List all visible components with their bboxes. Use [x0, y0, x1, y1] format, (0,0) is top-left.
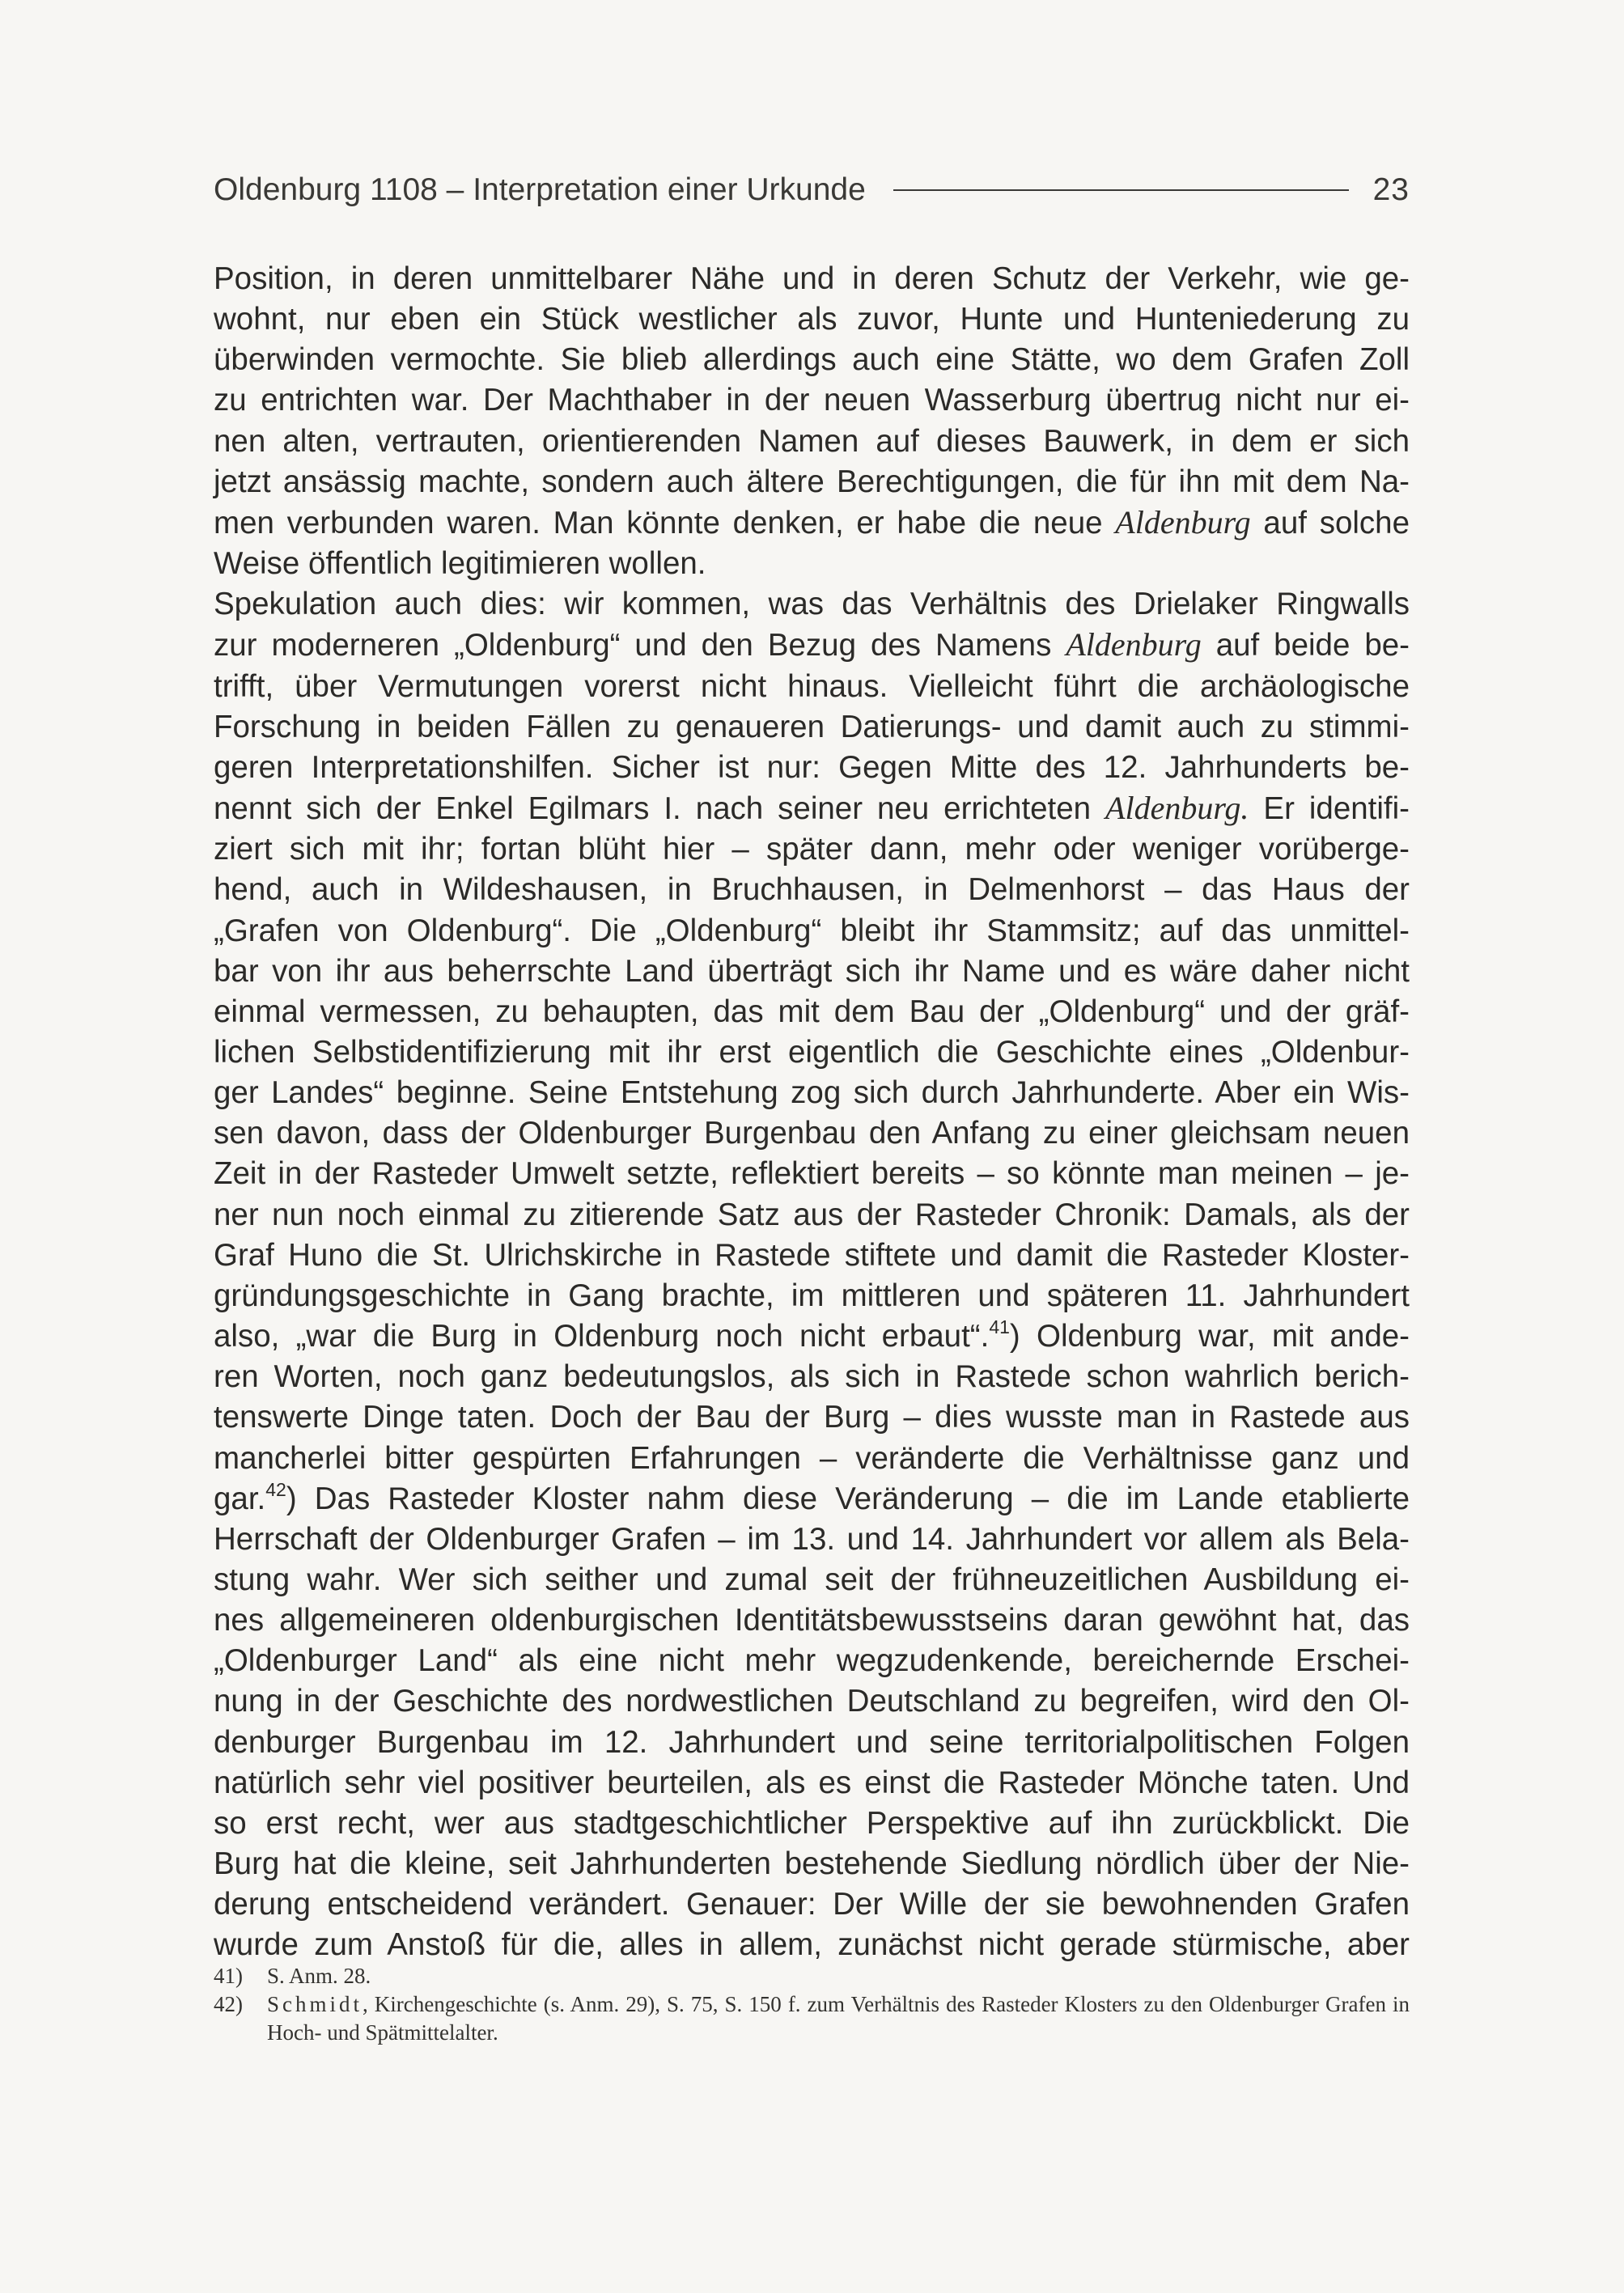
- text-segment: ) Oldenburg war, mit ande-: [1009, 1319, 1410, 1354]
- text-segment: zur moderneren „Oldenburg“ und den Bezug des Namens: [214, 628, 1052, 663]
- text-line: gründungsgeschichte in Gang brachte, im mittleren und späteren 11. Jahrhundert: [214, 1278, 1410, 1313]
- text-segment: also, „war die Burg in Oldenburg noch nicht erbaut“.: [214, 1319, 990, 1354]
- text-line: stung wahr. Wer sich seither und zumal seit der frühneuzeitlichen Ausbildung ei-: [214, 1562, 1410, 1597]
- text-line: denburger Burgenbau im 12. Jahrhundert und seine territorialpolitischen Folgen: [214, 1724, 1410, 1760]
- text-line: zu entrichten war. Der Machthaber in der neuen Wasserburg übertrug nicht nur ei-: [214, 383, 1410, 418]
- running-header: [214, 166, 1410, 214]
- header-rule: [893, 189, 1349, 191]
- paragraph-1: [214, 259, 1410, 584]
- text-line: Weise öffentlich legitimieren wollen.: [214, 546, 706, 582]
- text-line: Graf Huno die St. Ulrichskirche in Rastede stiftete und damit die Rasteder Kloster-: [214, 1237, 1410, 1273]
- text-line: Zeit in der Rasteder Umwelt setzte, reflektiert bereits – so könnte man meinen – je-: [214, 1156, 1410, 1192]
- text-line: bar von ihr aus beherrschte Land überträgt sich ihr Name und es wäre daher nicht: [214, 953, 1410, 989]
- text-segment: nennt sich der Enkel Egilmars I. nach seiner neu errichteten: [214, 791, 1092, 827]
- text-line: Spekulation auch dies: wir kommen, was das Verhältnis des Drielaker Ringwalls: [214, 587, 1410, 622]
- body-text: [214, 259, 1410, 1966]
- text-line: nen alten, vertrauten, orientierenden Namen auf dieses Bauwerk, in dem er sich: [214, 423, 1410, 459]
- italic-term: Aldenburg: [1066, 626, 1202, 663]
- text-line: einmal vermessen, zu behaupten, das mit dem Bau der „Oldenburg“ und der gräf-: [214, 994, 1410, 1029]
- text-line: Burg hat die kleine, seit Jahrhunderten bestehende Siedlung nördlich über der Nie-: [214, 1846, 1410, 1882]
- text-line: sen davon, dass der Oldenburger Burgenbau den Anfang zu einer gleichsam neuen: [214, 1116, 1410, 1151]
- footnote-number: 41): [214, 1964, 243, 1988]
- text-line: [214, 788, 1410, 829]
- text-line: ner nun noch einmal zu zitierende Satz aus der Rasteder Chronik: Damals, als der: [214, 1197, 1410, 1232]
- text-line: lichen Selbstidentifizierung mit ihr erst eigentlich die Geschichte eines „Oldenbur-: [214, 1034, 1410, 1070]
- text-line: jetzt ansässig machte, sondern auch ältere Berechtigungen, die für ihn mit dem Na-: [214, 464, 1410, 499]
- text-line: geren Interpretationshilfen. Sicher ist nur: Gegen Mitte des 12. Jahrhunderts be-: [214, 749, 1410, 785]
- text-line: wohnt, nur eben ein Stück westlicher als zuvor, Hunte und Hunteniederung zu: [214, 302, 1410, 337]
- text-line: überwinden vermochte. Sie blieb allerdings auch eine Stätte, wo dem Grafen Zoll: [214, 342, 1410, 378]
- footnote-text: [267, 1990, 1410, 2047]
- text-line: so erst recht, wer aus stadtgeschichtlicher Perspektive auf ihn zurückblickt. Die: [214, 1805, 1410, 1841]
- footnote-text: S. Anm. 28.: [267, 1964, 371, 1988]
- text-line: trifft, über Vermutungen vorerst nicht hinaus. Vielleicht führt die archäologische: [214, 668, 1410, 704]
- footnote-42: [214, 1990, 1410, 2047]
- footnote-text-rest: , Kirchengeschichte (s. Anm. 29), S. 75, S. 150 f. zum Verhältnis des Rasteder Klosters zu den Oldenburger Grafen in Hoch- und Spätmittelalter.: [267, 1992, 1410, 2045]
- footnote-41: [214, 1962, 1410, 1990]
- text-line: mancherlei bitter gespürten Erfahrungen – veränderte die Verhältnisse ganz und: [214, 1440, 1410, 1476]
- text-line: ren Worten, noch ganz bedeutungslos, als sich in Rastede schon wahrlich berich-: [214, 1359, 1410, 1395]
- paragraph-2: [214, 584, 1410, 1965]
- text-line: [214, 1316, 1410, 1357]
- text-line: [214, 625, 1410, 666]
- text-line: Forschung in beiden Fällen zu genaueren Datierungs- und damit auch zu stimmi-: [214, 709, 1410, 744]
- text-line: Position, in deren unmittelbarer Nähe und in deren Schutz der Verkehr, wie ge-: [214, 261, 1410, 296]
- text-line: tenswerte Dinge taten. Doch der Bau der Burg – dies wusste man in Rastede aus: [214, 1400, 1410, 1435]
- italic-term: Aldenburg: [1115, 503, 1251, 540]
- italic-term: Aldenburg.: [1105, 790, 1249, 827]
- text-segment: auf beide be-: [1215, 628, 1410, 663]
- text-line: [214, 1479, 1410, 1519]
- footnote-ref-41[interactable]: 41: [989, 1316, 1010, 1338]
- text-segment: gar.: [214, 1481, 266, 1516]
- text-line: „Grafen von Oldenburg“. Die „Oldenburg“ bleibt ihr Stammsitz; auf das unmittel-: [214, 913, 1410, 948]
- text-line: derung entscheidend verändert. Genauer: Der Wille der sie bewohnenden Grafen: [214, 1887, 1410, 1922]
- text-line: [214, 502, 1410, 544]
- text-line: natürlich sehr viel positiver beurteilen, als es einst die Rasteder Mönche taten. Und: [214, 1765, 1410, 1800]
- text-line: hend, auch in Wildeshausen, in Bruchhausen, in Delmenhorst – das Haus der: [214, 872, 1410, 908]
- text-segment: men verbunden waren. Man könnte denken, er habe die neue: [214, 505, 1103, 540]
- text-line: nes allgemeineren oldenburgischen Identitätsbewusstseins daran gewöhnt hat, das: [214, 1603, 1410, 1638]
- text-line: Herrschaft der Oldenburger Grafen – im 13. und 14. Jahrhundert vor allem als Bela-: [214, 1521, 1410, 1557]
- text-segment: auf solche: [1263, 505, 1410, 540]
- text-line: ger Landes“ beginne. Seine Entstehung zog sich durch Jahrhunderte. Aber ein Wis-: [214, 1075, 1410, 1111]
- text-line: wurde zum Anstoß für die, alles in allem, zunächst nicht gerade stürmische, aber: [214, 1927, 1410, 1963]
- text-line: ziert sich mit ihr; fortan blüht hier – später dann, mehr oder weniger vorüberge-: [214, 832, 1410, 867]
- running-title: Oldenburg 1108 – Interpretation einer Urkunde: [214, 172, 866, 207]
- text-segment: ) Das Rasteder Kloster nahm diese Veränderung – die im Lande etablierte: [286, 1481, 1410, 1516]
- text-line: nung in der Geschichte des nordwestlichen Deutschland zu begreifen, wird den Ol-: [214, 1684, 1410, 1719]
- footnotes: [214, 1962, 1410, 2047]
- footnote-ref-42[interactable]: 42: [265, 1478, 286, 1500]
- page-number: 23: [1372, 172, 1410, 207]
- footnote-author: Schmidt: [267, 1992, 363, 2016]
- footnote-number: 42): [214, 1992, 243, 2016]
- text-line: „Oldenburger Land“ als eine nicht mehr wegzudenkende, bereichernde Erschei-: [214, 1643, 1410, 1679]
- text-segment: Er identifi-: [1263, 791, 1410, 827]
